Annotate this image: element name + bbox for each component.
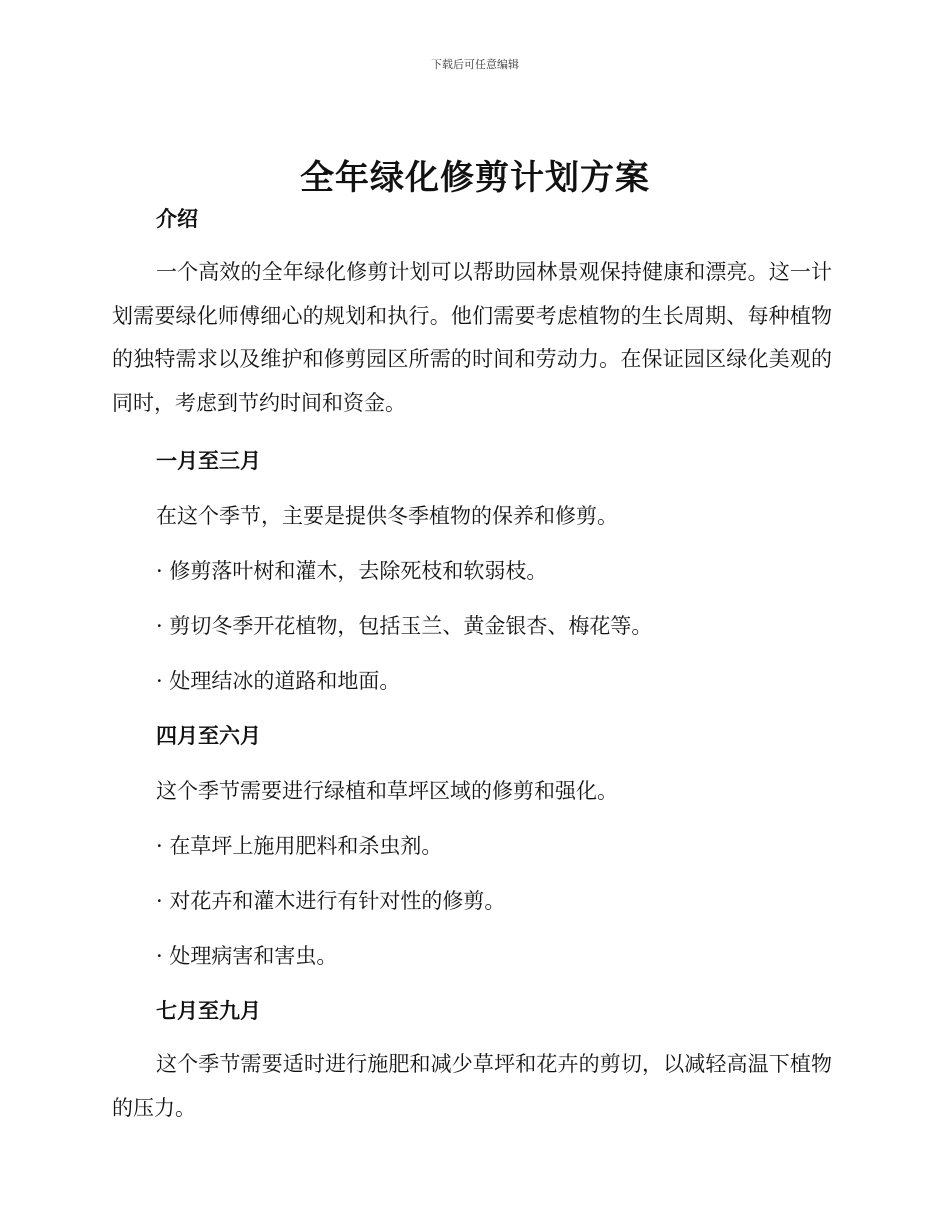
list-item: · 修剪落叶树和灌木，去除死枝和软弱枝。 xyxy=(156,559,548,583)
section-intro-jan-mar: 在这个季节，主要是提供冬季植物的保养和修剪。 xyxy=(156,504,618,528)
section-heading-intro: 介绍 xyxy=(156,207,198,231)
document-title: 全年绿化修剪计划方案 xyxy=(300,158,650,198)
header-note: 下载后可任意编辑 xyxy=(431,58,519,71)
document-body xyxy=(112,200,832,1130)
list-item: · 对花卉和灌木进行有针对性的修剪。 xyxy=(156,889,506,913)
list-item: · 处理结冰的道路和地面。 xyxy=(156,669,401,693)
intro-paragraph: 一个高效的全年绿化修剪计划可以帮助园林景观保持健康和漂亮。这一计划需要绿化师傅细心的规划和执行。他们需要考虑植物的生长周期、每种植物的独特需求以及维护和修剪园区所需的时间和劳动力。在保证园区绿化美观的同时，考虑到节约时间和资金。 xyxy=(112,260,832,415)
section-intro-apr-jun: 这个季节需要进行绿植和草坪区域的修剪和强化。 xyxy=(156,779,618,803)
section-heading-jul-sep: 七月至九月 xyxy=(156,999,261,1023)
list-item: · 剪切冬季开花植物，包括玉兰、黄金银杏、梅花等。 xyxy=(156,614,653,638)
section-heading-jan-mar: 一月至三月 xyxy=(156,449,261,473)
section-heading-apr-jun: 四月至六月 xyxy=(156,724,261,748)
list-item: · 处理病害和害虫。 xyxy=(156,944,338,968)
section-paragraph-jul-sep: 这个季节需要适时进行施肥和减少草坪和花卉的剪切，以减轻高温下植物的压力。 xyxy=(112,1052,832,1120)
list-item: · 在草坪上施用肥料和杀虫剂。 xyxy=(156,834,443,858)
